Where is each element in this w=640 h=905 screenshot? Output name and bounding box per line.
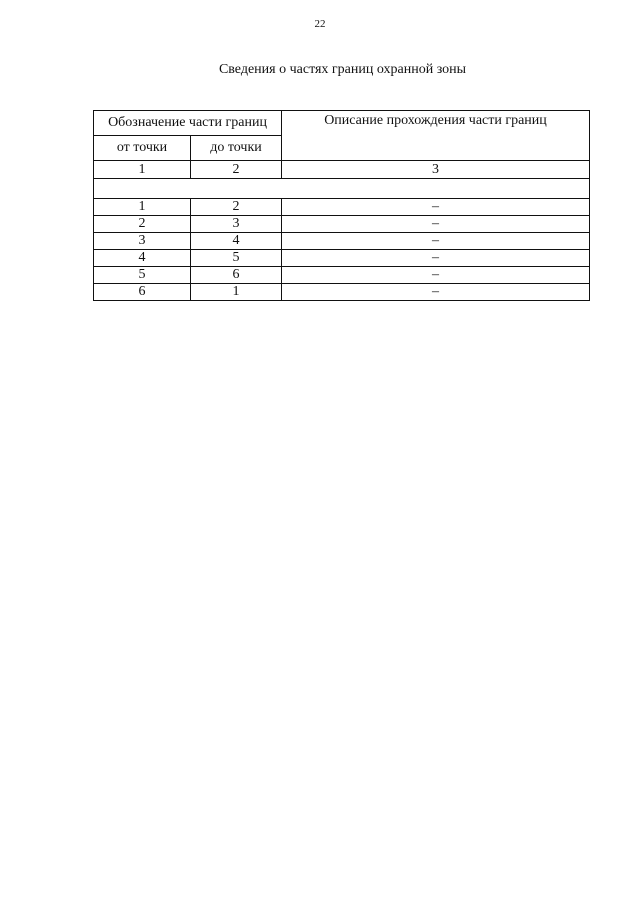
cell-description: – xyxy=(282,284,590,301)
table-header-row xyxy=(94,111,590,136)
cell-to-point: 4 xyxy=(191,233,282,250)
cell-from-point: 1 xyxy=(94,199,191,216)
cell-from-point: 3 xyxy=(94,233,191,250)
table-row xyxy=(94,216,590,233)
table-row xyxy=(94,233,590,250)
cell-description: – xyxy=(282,267,590,284)
table-row xyxy=(94,284,590,301)
column-number-3: 3 xyxy=(282,161,590,179)
cell-description: – xyxy=(282,216,590,233)
header-to-point: до точки xyxy=(191,136,282,161)
cell-description: – xyxy=(282,233,590,250)
section-row xyxy=(94,179,590,199)
column-number-2: 2 xyxy=(191,161,282,179)
page-title: Сведения о частях границ охранной зоны xyxy=(218,62,467,77)
cell-from-point: 2 xyxy=(94,216,191,233)
cell-description: – xyxy=(282,199,590,216)
header-designation: Обозначение части границ xyxy=(94,111,282,136)
table-row xyxy=(94,250,590,267)
cell-to-point: 1 xyxy=(191,284,282,301)
cell-to-point: 6 xyxy=(191,267,282,284)
cell-to-point: 5 xyxy=(191,250,282,267)
header-from-point: от точки xyxy=(94,136,191,161)
cell-description: – xyxy=(282,250,590,267)
column-number-row xyxy=(94,161,590,179)
cell-to-point: 3 xyxy=(191,216,282,233)
header-description: Описание прохождения части границ xyxy=(282,111,590,161)
cell-from-point: 4 xyxy=(94,250,191,267)
table-row xyxy=(94,199,590,216)
cell-to-point: 2 xyxy=(191,199,282,216)
boundary-parts-table xyxy=(93,110,590,301)
table-row xyxy=(94,267,590,284)
cell-from-point: 5 xyxy=(94,267,191,284)
section-label xyxy=(94,179,590,199)
page-number: 22 xyxy=(314,18,326,30)
cell-from-point: 6 xyxy=(94,284,191,301)
column-number-1: 1 xyxy=(94,161,191,179)
